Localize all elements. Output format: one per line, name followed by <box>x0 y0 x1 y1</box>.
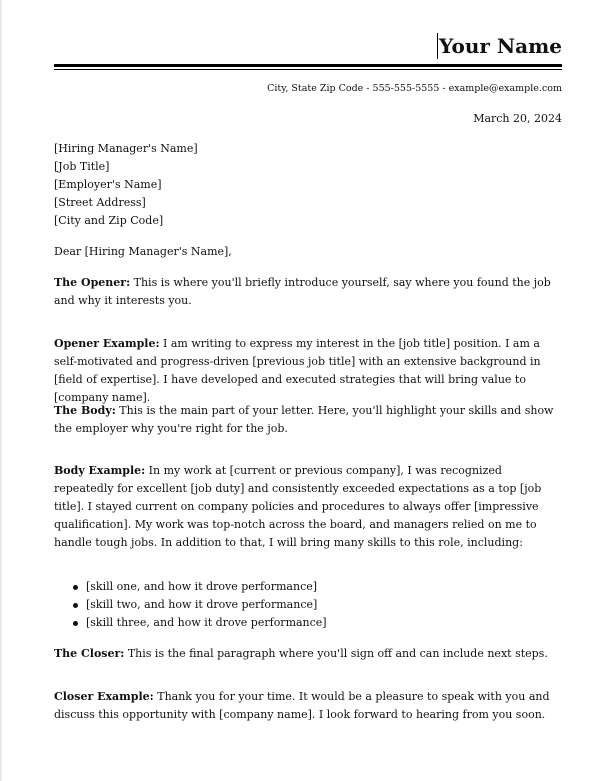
header-rule-thin <box>54 69 562 70</box>
recipient-line: [Employer's Name] <box>54 178 162 191</box>
skill-text: [skill three, and how it drove performance] <box>86 616 327 629</box>
closer-paragraph[interactable] <box>54 645 562 663</box>
skill-text: [skill two, and how it drove performance] <box>86 598 318 611</box>
recipient-block[interactable] <box>54 140 562 230</box>
opener-example-text: I am writing to express my interest in the [job title] position. I am a self-motivated and progress-driven [previous job title] with an extensive background in [field of expertise]. I have developed and executed strategies that will bring value to [company name]. <box>54 337 541 404</box>
list-item[interactable] <box>54 578 562 596</box>
closer-text: This is the final paragraph where you'll sign off and can include next steps. <box>124 647 548 660</box>
recipient-line: [Hiring Manager's Name] <box>54 142 198 155</box>
closer-example-text: Thank you for your time. It would be a pleasure to speak with you and discuss this opportunity with [company name]. I look forward to hearing from you soon. <box>54 690 550 721</box>
list-item[interactable] <box>54 596 562 614</box>
body-example-label: Body Example: <box>54 464 146 477</box>
letter-date[interactable]: March 20, 2024 <box>473 112 562 125</box>
recipient-line: [Street Address] <box>54 196 146 209</box>
header-rule-thick <box>54 64 562 67</box>
name-heading[interactable] <box>437 33 562 59</box>
body-example-paragraph[interactable] <box>54 462 562 552</box>
opener-paragraph[interactable] <box>54 274 562 310</box>
bullet-icon <box>73 603 78 608</box>
body-paragraph[interactable] <box>54 402 562 438</box>
bullet-icon <box>73 585 78 590</box>
body-label: The Body: <box>54 404 116 417</box>
opener-example-label: Opener Example: <box>54 337 160 350</box>
body-example-text: In my work at [current or previous company], I was recognized repeatedly for excellent [job duty] and consistently exceeded expectations as a top [job title]. I stayed current on company policies and procedures to always offer [impressive qualification]. My work was top-notch across the board, and managers relied on me to handle tough jobs. In addition to that, I will bring many skills to this role, including: <box>54 464 542 549</box>
opener-text: This is where you'll briefly introduce yourself, say where you found the job and why it interests you. <box>54 276 551 307</box>
contact-line[interactable]: City, State Zip Code - 555-555-5555 - example@example.com <box>267 83 562 94</box>
bullet-icon <box>73 621 78 626</box>
body-text: This is the main part of your letter. Here, you'll highlight your skills and show the employer why you're right for the job. <box>54 404 554 435</box>
closer-example-paragraph[interactable] <box>54 688 562 724</box>
closer-example-label: Closer Example: <box>54 690 154 703</box>
opener-example-paragraph[interactable] <box>54 335 562 407</box>
skills-list[interactable] <box>54 578 562 632</box>
skill-text: [skill one, and how it drove performance] <box>86 580 318 593</box>
closer-label: The Closer: <box>54 647 125 660</box>
list-item[interactable] <box>54 614 562 632</box>
applicant-name[interactable]: Your Name <box>438 34 562 58</box>
text-cursor <box>437 33 438 59</box>
page-edge <box>0 0 2 781</box>
opener-label: The Opener: <box>54 276 131 289</box>
salutation[interactable]: Dear [Hiring Manager's Name], <box>54 245 232 258</box>
recipient-line: [City and Zip Code] <box>54 214 164 227</box>
recipient-line: [Job Title] <box>54 160 110 173</box>
